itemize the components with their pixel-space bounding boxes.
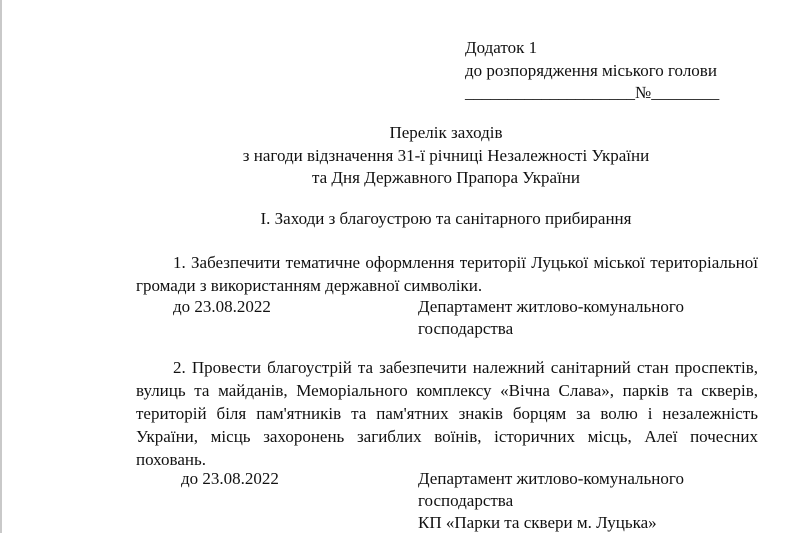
appendix-number: Додаток 1 bbox=[465, 38, 538, 57]
document-subtitle-1: з нагоди відзначення 31-ї річниці Незалежності України bbox=[242, 146, 650, 165]
document-subtitle-2: та Дня Державного Прапора України bbox=[311, 168, 580, 187]
list-item-2-responsible-2: господарства bbox=[418, 491, 514, 510]
order-number-line: ____________________№________ bbox=[465, 83, 720, 102]
list-item-1-responsible-2: господарства bbox=[418, 319, 514, 338]
section-heading: I. Заходи з благоустрою та санітарного прибирання bbox=[260, 209, 632, 228]
list-item-2-responsible-3: КП «Парки та сквери м. Луцька» bbox=[418, 513, 657, 532]
list-item-1 bbox=[136, 251, 758, 297]
list-item-1-text: 1. Забезпечити тематичне оформлення території Луцької міської територіальної громади з використанням державної символіки. bbox=[136, 253, 758, 295]
document-title: Перелік заходів bbox=[389, 123, 503, 142]
list-item-2 bbox=[136, 356, 758, 471]
list-item-1-deadline: до 23.08.2022 bbox=[173, 297, 271, 316]
appendix-reference: до розпорядження міського голови bbox=[465, 61, 717, 80]
list-item-2-responsible-1: Департамент житлово-комунального bbox=[418, 469, 684, 488]
page-left-edge bbox=[0, 0, 2, 533]
list-item-2-deadline: до 23.08.2022 bbox=[181, 469, 279, 488]
list-item-2-text: 2. Провести благоустрій та забезпечити належний санітарний стан проспектів, вулиць та майданів, Меморіального комплексу «Вічна Слава», парків та скверів, територій біля пам'ятників та пам'ятних знаків борцям за волю і незалежність України, місць захоронень загиблих воїнів, історичних місць, Алеї почесних поховань. bbox=[136, 358, 758, 469]
list-item-1-responsible-1: Департамент житлово-комунального bbox=[418, 297, 684, 316]
